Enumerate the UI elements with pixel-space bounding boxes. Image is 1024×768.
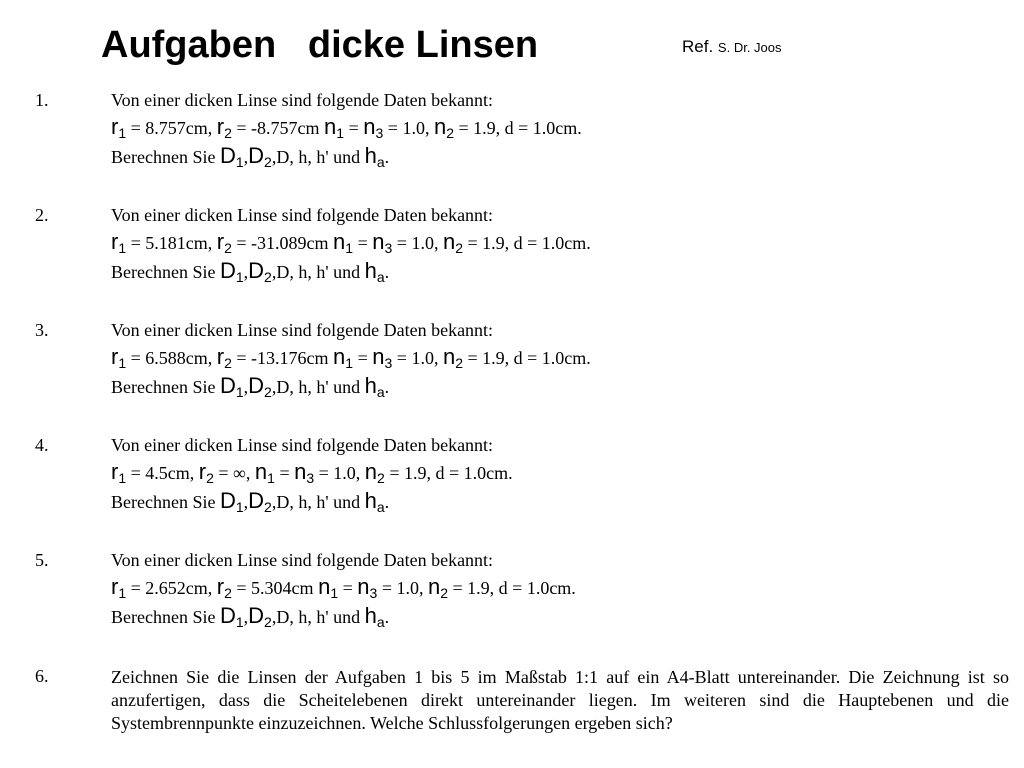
task-given-data: $r_1 = 5.181cm$, $r_2 = -31.089cm$ $n_1 = n_3 = 1.0$, $n_2 = 1.9$, d = 1.0cm.: [111, 229, 591, 256]
symbol-n: $n_3$: [357, 574, 378, 601]
task-question: Berechnen Sie $D_1,D_2,D$, h, h' und $h_a$.: [111, 488, 390, 515]
task-number: 5.: [35, 550, 49, 570]
task-question: Berechnen Sie $D_1,D_2,D$, h, h' und $h_a$.: [111, 373, 390, 400]
task-number: 4.: [35, 435, 49, 455]
task-intro: Von einer dicken Linse sind folgende Daten bekannt:: [111, 320, 494, 340]
symbol-r: $r_1$: [111, 344, 127, 371]
symbol-r: $r_1$: [111, 114, 127, 141]
task-intro: Von einer dicken Linse sind folgende Daten bekannt:: [111, 435, 494, 455]
symbol-n: $n_3$: [363, 114, 384, 141]
reference: [682, 37, 782, 58]
symbol-D: $D_1$: [219, 603, 244, 630]
task-number: 2.: [35, 205, 49, 225]
symbol-n: $n_2$: [433, 114, 454, 141]
symbol-r: $r_1$: [111, 574, 127, 601]
symbol-D: $D_2$: [248, 258, 272, 285]
symbol-r: $r_2$: [216, 344, 232, 371]
task-given-data: $r_1 = 4.5cm$, $r_2$ = ∞, $n_1 = n_3 = 1.0$, $n_2 = 1.9$, d = 1.0cm.: [111, 459, 513, 486]
symbol-n: $n_1$: [324, 114, 345, 141]
symbol-h: $h_a$: [364, 603, 385, 630]
ref-author: S. Dr. Joos: [717, 40, 782, 55]
task-given-data: $r_1 = 6.588cm$, $r_2 = -13.176cm$ $n_1 = n_3 = 1.0$, $n_2 = 1.9$, d = 1.0cm.: [111, 344, 591, 371]
task-question: Berechnen Sie $D_1,D_2,D$, h, h' und $h_a$.: [111, 603, 390, 630]
symbol-n: $n_3$: [294, 459, 315, 486]
task-question: Berechnen Sie $D_1,D_2,D$, h, h' und $h_a$.: [111, 143, 390, 170]
symbol-n: $n_2$: [364, 459, 385, 486]
symbol-n: $n_3$: [372, 344, 393, 371]
symbol-h: $h_a$: [364, 373, 385, 400]
symbol-D: $D_2$: [248, 143, 272, 170]
task-number: 3.: [35, 320, 49, 340]
task-number: 1.: [35, 90, 49, 110]
symbol-h: $h_a$: [364, 258, 385, 285]
symbol-n: $n_3$: [372, 229, 393, 256]
symbol-n: $n_1$: [254, 459, 275, 486]
symbol-D: $D_1$: [219, 143, 244, 170]
symbol-D: $D_1$: [219, 373, 244, 400]
task-question: Berechnen Sie $D_1,D_2,D$, h, h' und $h_a$.: [111, 258, 390, 285]
ref-label: Ref.: [682, 37, 714, 56]
symbol-r: $r_2$: [198, 459, 214, 486]
task-text: Zeichnen Sie die Linsen der Aufgaben 1 bis 5 im Maßstab 1:1 auf ein A4-Blatt untereinander. Die Zeichnung ist so anzufertigen, dass die Scheitelebenen direkt untereinander liegen. Im weiteren sind die Hauptebenen und die Systembrennpunkte einzuzeichnen. Welche Schlussfolgerungen ergeben sich?: [111, 667, 1009, 733]
task-given-data: $r_1 = 2.652cm$, $r_2 = 5.304cm$ $n_1 = n_3 = 1.0$, $n_2 = 1.9$, d = 1.0cm.: [111, 574, 576, 601]
symbol-r: $r_1$: [111, 229, 127, 256]
symbol-D: $D_1$: [219, 488, 244, 515]
symbol-r: $r_2$: [216, 229, 232, 256]
symbol-h: $h_a$: [364, 143, 385, 170]
page-title: Aufgaben dicke Linsen: [101, 24, 539, 66]
symbol-n: $n_2$: [442, 229, 463, 256]
symbol-r: $r_2$: [216, 574, 232, 601]
symbol-n: $n_1$: [333, 344, 354, 371]
symbol-n: $n_2$: [427, 574, 449, 601]
symbol-n: $n_1$: [318, 574, 339, 601]
task-intro: Von einer dicken Linse sind folgende Daten bekannt:: [111, 90, 494, 110]
symbol-n: $n_2$: [442, 344, 463, 371]
task-given-data: $r_1 = 8.757cm$, $r_2 = -8.757cm$ $n_1 = n_3 = 1.0$, $n_2 = 1.9$, d = 1.0cm.: [111, 114, 582, 141]
symbol-n: $n_1$: [333, 229, 354, 256]
symbol-r: $r_2$: [216, 114, 232, 141]
task-intro: Von einer dicken Linse sind folgende Daten bekannt:: [111, 205, 494, 225]
symbol-D: $D_2$: [248, 373, 272, 400]
symbol-D: $D_2$: [248, 603, 272, 630]
task-number: 6.: [35, 666, 49, 686]
symbol-D: $D_1$: [219, 258, 244, 285]
symbol-D: $D_2$: [248, 488, 272, 515]
symbol-r: $r_1$: [111, 459, 127, 486]
task-intro: Von einer dicken Linse sind folgende Daten bekannt:: [111, 550, 494, 570]
symbol-h: $h_a$: [364, 488, 385, 515]
